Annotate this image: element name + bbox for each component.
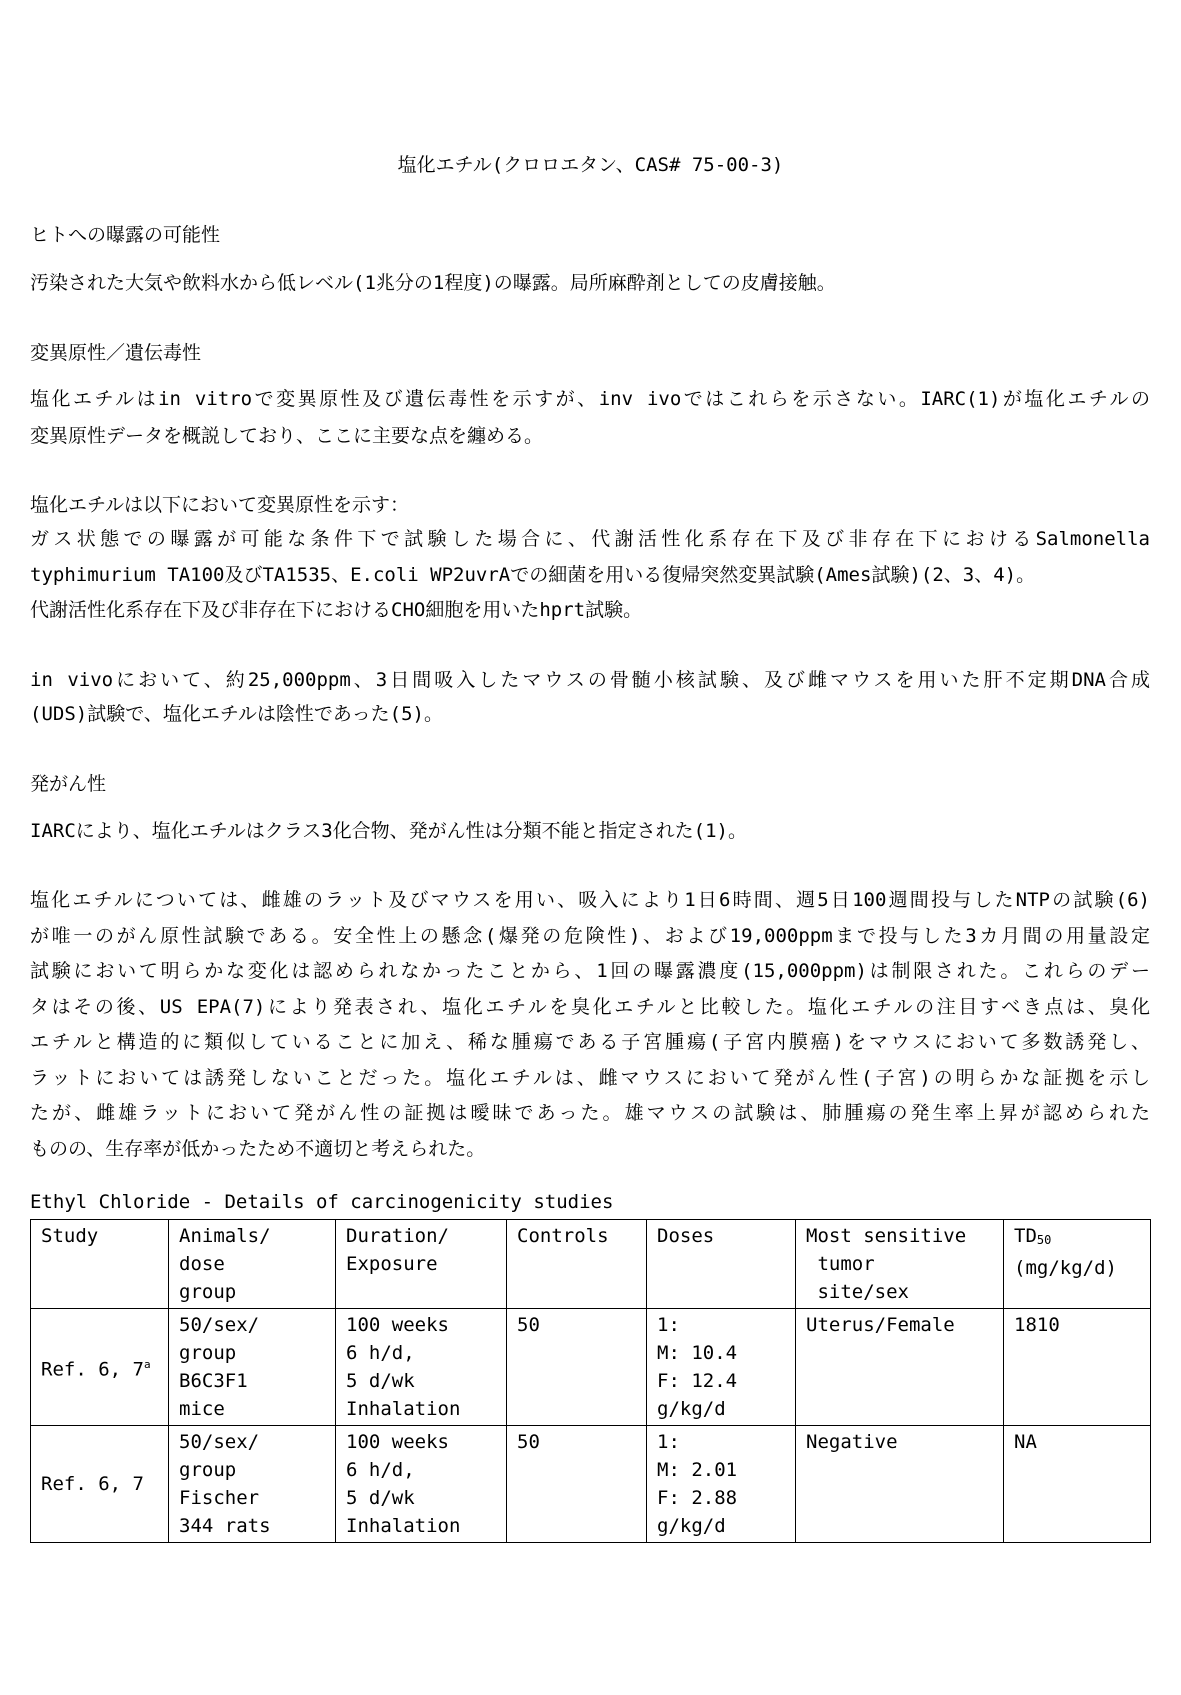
paragraph-line: が唯一のがん原性試験である。安全性上の懸念(爆発の危険性)、および19,000ppmまで投与した3カ月間の用量設定 bbox=[30, 925, 1150, 947]
paragraph-line: 代謝活性化系存在下及び非存在下におけるCHO細胞を用いたhprt試験。 bbox=[30, 599, 643, 621]
cell-doses: 1: M: 10.4 F: 12.4 g/kg/d bbox=[647, 1309, 796, 1426]
paragraph-line: 塩化エチルは以下において変異原性を示す： bbox=[30, 494, 410, 516]
cell-site: Uterus/Female bbox=[796, 1309, 1004, 1426]
header-doses: Doses bbox=[647, 1220, 796, 1309]
paragraph-line: ラットにおいては誘発しないことだった。塩化エチルは、雌マウスにおいて発がん性(子宮)の明らかな証拠を示し bbox=[30, 1067, 1150, 1089]
cell-site: Negative bbox=[796, 1426, 1004, 1543]
paragraph-line: タはその後、US EPA(7)により発表され、塩化エチルを臭化エチルと比較した。塩化エチルの注目すべき点は、臭化 bbox=[30, 996, 1150, 1018]
paragraph-line: エチルと構造的に類似していることに加え、稀な腫瘍である子宮腫瘍(子宮内膜癌)をマウスにおいて多数誘発し、 bbox=[30, 1031, 1150, 1053]
cell-animals: 50/sex/ group Fischer 344 rats bbox=[169, 1426, 336, 1543]
header-td50: $TD_{50}$ (mg/kg/d) bbox=[1004, 1220, 1151, 1309]
table-caption: Ethyl Chloride - Details of carcinogenicity studies bbox=[30, 1191, 614, 1213]
header-controls: Controls bbox=[507, 1220, 647, 1309]
paragraph-line: in vivoにおいて、約25,000ppm、3日間吸入したマウスの骨髄小核試験、及び雌マウスを用いた肝不定期DNA合成 bbox=[30, 669, 1150, 691]
header-site: Most sensitive tumor site/sex bbox=[796, 1220, 1004, 1309]
paragraph-line: ものの、生存率が低かったため不適切と考えられた。 bbox=[30, 1138, 486, 1160]
heading-mutagenicity: 変異原性／遺伝毒性 bbox=[30, 342, 202, 364]
cell-study: Ref. 6, 7$^a$ bbox=[31, 1309, 169, 1426]
paragraph-line: typhimurium TA100及びTA1535、E.coli WP2uvrAでの細菌を用いる復帰突然変異試験(Ames試験)(2、3、4)。 bbox=[30, 564, 1036, 586]
heading-carcinogenicity: 発がん性 bbox=[30, 773, 107, 795]
cell-study: Ref. 6, 7 bbox=[31, 1426, 169, 1543]
paragraph-line: 塩化エチルはin vitroで変異原性及び遺伝毒性を示すが、inv ivoではこれらを示さない。IARC(1)が塩化エチルの bbox=[30, 388, 1150, 410]
cell-controls: 50 bbox=[507, 1426, 647, 1543]
header-study: Study bbox=[31, 1220, 169, 1309]
cell-duration: 100 weeks 6 h/d, 5 d/wk Inhalation bbox=[336, 1426, 507, 1543]
paragraph-line: たが、雌雄ラットにおいて発がん性の証拠は曖昧であった。雄マウスの試験は、肺腫瘍の発生率上昇が認められた bbox=[30, 1102, 1150, 1124]
cell-td50: 1810 bbox=[1004, 1309, 1151, 1426]
table-header-row bbox=[31, 1220, 1151, 1309]
cell-controls: 50 bbox=[507, 1309, 647, 1426]
cell-duration: 100 weeks 6 h/d, 5 d/wk Inhalation bbox=[336, 1309, 507, 1426]
cell-animals: 50/sex/ group B6C3F1 mice bbox=[169, 1309, 336, 1426]
document-title: 塩化エチル(クロロエタン、CAS# 75-00-3) bbox=[397, 154, 784, 176]
table-row bbox=[31, 1309, 1151, 1426]
paragraph-line: (UDS)試験で、塩化エチルは陰性であった(5)。 bbox=[30, 703, 443, 725]
paragraph-line: 塩化エチルについては、雌雄のラット及びマウスを用い、吸入により1日6時間、週5日100週間投与したNTPの試験(6) bbox=[30, 889, 1150, 911]
header-animals: Animals/ dose group bbox=[169, 1220, 336, 1309]
heading-exposure: ヒトへの曝露の可能性 bbox=[30, 224, 221, 246]
paragraph-line: IARCにより、塩化エチルはクラス3化合物、発がん性は分類不能と指定された(1)。 bbox=[30, 820, 747, 842]
paragraph-line: 試験において明らかな変化は認められなかったことから、1回の曝露濃度(15,000ppm)は制限された。これらのデー bbox=[30, 960, 1150, 982]
cell-doses: 1: M: 2.01 F: 2.88 g/kg/d bbox=[647, 1426, 796, 1543]
header-duration: Duration/ Exposure bbox=[336, 1220, 507, 1309]
cell-td50: NA bbox=[1004, 1426, 1151, 1543]
paragraph-line: ガス状態での曝露が可能な条件下で試験した場合に、代謝活性化系存在下及び非存在下におけるSalmonella bbox=[30, 528, 1150, 550]
paragraph-line: 汚染された大気や飲料水から低レベル(1兆分の1程度)の曝露。局所麻酔剤としての皮膚接触。 bbox=[30, 272, 836, 294]
paragraph-line: 変異原性データを概説しており、ここに主要な点を纏める。 bbox=[30, 425, 544, 447]
table-row bbox=[31, 1426, 1151, 1543]
carcinogenicity-table bbox=[30, 1219, 1151, 1543]
